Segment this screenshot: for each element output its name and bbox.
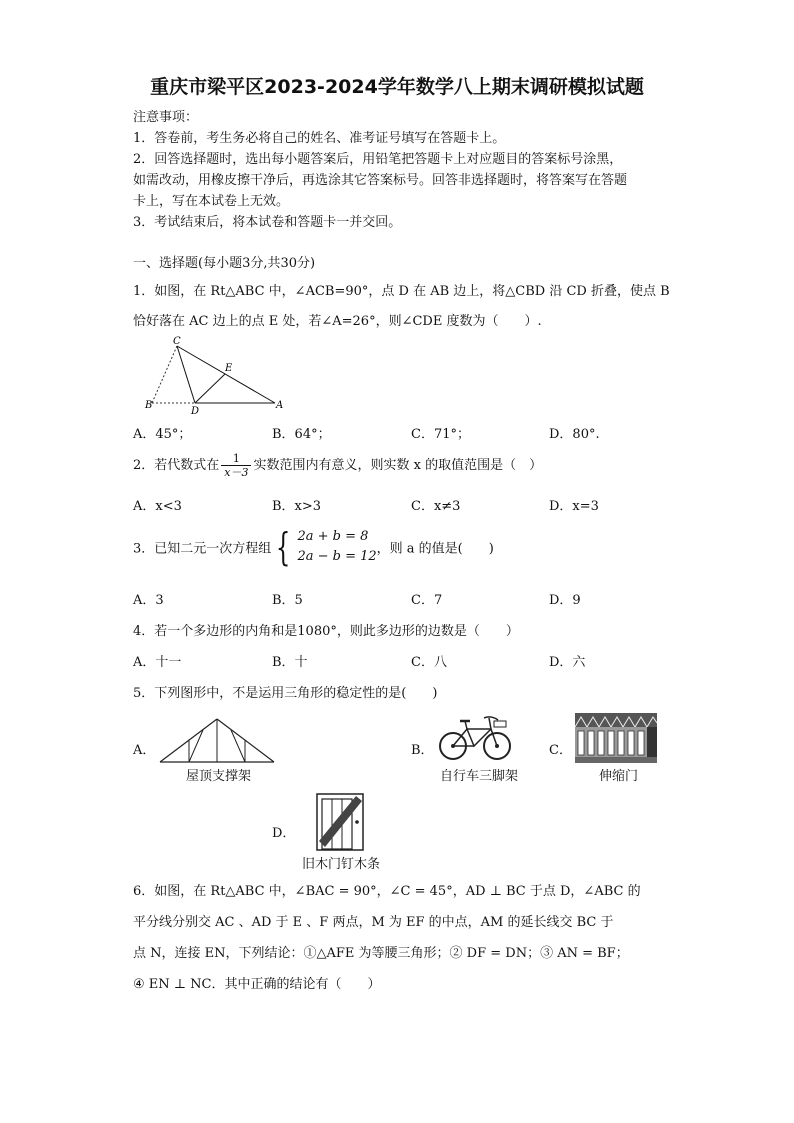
q3-option-d[interactable]: D．9: [549, 593, 581, 608]
de-line: [195, 374, 225, 403]
q6-line2: 平分线分别交 AC 、AD 于 E 、F 两点，M 为 EF 的中点，AM 的延长线交 BC 于: [133, 915, 614, 930]
notice-item: 如需改动，用橡皮擦干净后，再选涂其它答案标号。回答非选择题时，将答案写在答题: [133, 173, 628, 188]
q1-line2: 恰好落在 AC 边上的点 E 处，若∠A=26°，则∠CDE 度数为（ ）.: [133, 314, 542, 329]
q2-before: 2．若代数式在: [133, 458, 220, 473]
q3-eq2: 2a − b = 12: [297, 549, 377, 564]
q3-stem: [133, 527, 494, 567]
q5-caption-a: 屋顶支撑架: [186, 769, 252, 784]
q2-option-d[interactable]: D．x=3: [549, 499, 599, 514]
q2-fraction: [221, 452, 251, 479]
q6-line1: 6．如图，在 Rt△ABC 中，∠BAC = 90°，∠C = 45°，AD ⊥ BC 于点 D，∠ABC 的: [133, 884, 641, 899]
label-e: E: [225, 363, 233, 374]
q1-option-a[interactable]: A．45°；: [133, 427, 192, 442]
q3-eq1: 2a + b = 8: [297, 529, 369, 544]
q3-option-b[interactable]: B．5: [272, 593, 303, 608]
notice-heading: 注意事项：: [133, 110, 199, 125]
ca-line: [177, 346, 275, 403]
q4-option-d[interactable]: D．六: [549, 655, 586, 670]
q2-stem: [133, 452, 542, 479]
q5-caption-b: 自行车三脚架: [440, 769, 519, 784]
q5-option-b[interactable]: B．: [411, 743, 434, 758]
q2-frac-denominator: x－3: [224, 466, 249, 479]
q5-caption-c: 伸缩门: [599, 769, 639, 784]
q4-option-b[interactable]: B．十: [272, 655, 308, 670]
q1-option-c[interactable]: C．71°；: [411, 427, 470, 442]
q2-option-a[interactable]: A．x<3: [133, 499, 182, 514]
q5-option-d[interactable]: D．: [272, 826, 296, 841]
q5-option-c[interactable]: C．: [549, 743, 572, 758]
label-d: D: [191, 406, 200, 416]
q4-option-a[interactable]: A．十一: [133, 655, 182, 670]
roof-truss-image: [158, 716, 276, 764]
q3-option-a[interactable]: A．3: [133, 593, 164, 608]
q2-option-b[interactable]: B．x>3: [272, 499, 322, 514]
q5-stem: 5．下列图形中，不是运用三角形的稳定性的是( ): [133, 686, 438, 701]
q4-option-c[interactable]: C．八: [411, 655, 447, 670]
brace-icon: {: [276, 525, 291, 569]
section-heading: 一、选择题(每小题3分,共30分): [133, 256, 316, 271]
q2-option-c[interactable]: C．x≠3: [411, 499, 461, 514]
q2-after: 实数范围内有意义，则实数 x 的取值范围是（ ）: [253, 458, 543, 473]
q2-frac-numerator: 1: [221, 452, 251, 466]
notice-item: 卡上，写在本试卷上无效。: [133, 194, 290, 209]
q6-line4: ④ EN ⊥ NC．其中正确的结论有（ ）: [133, 977, 381, 992]
old-door-image: [316, 793, 364, 851]
q6-line3: 点 N，连接 EN，下列结论：①△AFE 为等腰三角形；② DF = DN；③ AN = BF；: [133, 946, 629, 961]
q5-caption-d: 旧木门钉木条: [302, 857, 381, 872]
q3-option-c[interactable]: C．7: [411, 593, 443, 608]
cb-dashed-line: [152, 346, 177, 403]
q3-after: ，则 a 的值是( ): [376, 541, 494, 557]
notice-item: 3．考试结束后，将本试卷和答题卡一并交回。: [133, 215, 402, 230]
notice-item: 1．答卷前，考生务必将自己的姓名、准考证号填写在答题卡上。: [133, 131, 506, 146]
q3-before: 3．已知二元一次方程组: [133, 541, 272, 557]
page-title: 重庆市梁平区2023-2024学年数学八上期末调研模拟试题: [150, 76, 644, 98]
retractable-gate-image: [575, 713, 657, 763]
q5-option-a[interactable]: A．: [133, 743, 156, 758]
notice-item: 2．回答选择题时，选出每小题答案后，用铅笔把答题卡上对应题目的答案标号涂黑，: [133, 152, 623, 167]
label-a: A: [276, 400, 284, 411]
q1-line1: 1．如图，在 Rt△ABC 中，∠ACB=90°，点 D 在 AB 边上，将△CBD 沿 CD 折叠，使点 B: [133, 284, 670, 299]
label-b: B: [145, 400, 153, 411]
bicycle-image: [436, 712, 514, 762]
label-c: C: [173, 336, 181, 347]
q3-equation-system: [271, 527, 376, 567]
q4-stem: 4．若一个多边形的内角和是1080°，则此多边形的边数是（ ）: [133, 624, 519, 639]
q1-option-b[interactable]: B．64°；: [272, 427, 331, 442]
q1-option-d[interactable]: D．80°.: [549, 427, 600, 442]
q1-figure: [140, 334, 290, 416]
